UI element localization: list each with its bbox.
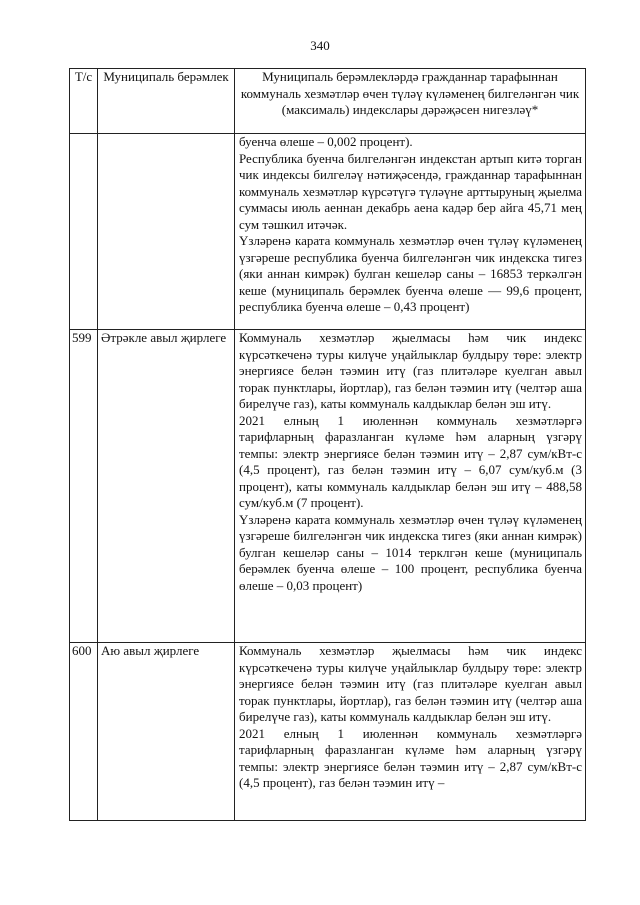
row-description [235, 134, 586, 330]
justification-table [69, 68, 586, 821]
row-description [235, 330, 586, 643]
description-paragraph: буенча өлеше – 0,002 процент). [239, 134, 413, 149]
row-number: 600 [70, 643, 98, 821]
header-description: Муниципаль берәмлекләрдә гражданнар тарафыннан коммуналь хезмәтләр өчен түләү күләменең билгеләнгән чик (максималь) индекслары дәрәҗәсен нигезләү* [235, 69, 586, 134]
header-municipality: Муниципаль берәмлек [98, 69, 235, 134]
row-number: 599 [70, 330, 98, 643]
header-number: Т/с [70, 69, 98, 134]
row-number [70, 134, 98, 330]
description-paragraph: Коммуналь хезмәтләр җыелмасы һәм чик индекс күрсәткеченә туры килүче уңайлыклар булдыру төре: электр энергиясе белән тәэмин итү (газ плитәләре куелган авыл торак пунктлары, йортлар), газ белән тәэмин итү (чeлтәр аша бирелүче газ), каты коммуналь калдыклар белән эш итү. [239, 330, 582, 411]
municipality-name: Әтрәкле авыл җирлеге [98, 330, 235, 643]
municipality-name [98, 134, 235, 330]
municipality-name: Аю авыл җирлеге [98, 643, 235, 821]
description-paragraph: Үзләренә карата коммуналь хезмәтләр өчен түләү күләменең үзгәреше республика буенча билгеләнгән чик индекска тигез (яки аннан кимрәк) булган кешеләр саны – 16853 теркәлгән кеше (муниципаль берәмлек буенча өлеше — 99,6 процент, республика буенча өлеше – 0,43 процент) [239, 233, 582, 314]
table-row [70, 330, 586, 643]
description-paragraph: 2021 елның 1 июленнән коммуналь хезмәтләргә тарифларның фаразланган күләме һәм аларның үзгәрү темпы: электр энергиясе белән тәэмин итү – 2,87 сум/кВт-с (4,5 процент), газ белән тәэмин итү – [239, 725, 582, 790]
description-paragraph: Республика буенча билгеләнгән индекстан артып китә торган чик индексы билгеләү нәтиҗәсендә, гражданнар тарафыннан коммуналь хезмәтләр күрсәтүгә түләүне арттыруның җыелма суммасы июль аеннан декабрь аена кадәр бер айга 45,71 мең сум тәшкил итәчәк. [239, 150, 582, 232]
page-number: 340 [310, 38, 330, 53]
table-row [70, 643, 586, 821]
table-row [70, 134, 586, 330]
table-header-row [70, 69, 586, 134]
description-paragraph: Үзләренә карата коммуналь хезмәтләр өчен түләү күләменең үзгәреше билгеләнгән чик индекска тигез (яки аннан кимрәк) булган кешеләр саны – 1014 терклгән кеше (муниципаль берәмлек буенча өлеше – 100 процент, республика буенча өлеше – 0,03 процент) [239, 511, 582, 593]
row-description [235, 643, 586, 821]
description-paragraph: Коммуналь хезмәтләр җыелмасы һәм чик индекс күрсәткеченә туры килүче уңайлыклар булдыру төре: электр энергиясе белән тәэмин итү (газ плитәләре куелган авыл торак пунктлары, йортлар), газ белән тәэмин итү (челтәр аша бирелүче газ), каты коммуналь калдыклар белән эш итү. [239, 643, 582, 724]
description-paragraph: 2021 елның 1 июленнән коммуналь хезмәтләргә тарифларның фаразланган күләме һәм аларның үзгәрү темпы: электр энергиясе белән тәэмин итү – 2,87 сум/кВт-с (4,5 процент), газ белән тәэмин итү – 6,07 сум/куб.м (3 процент), каты коммуналь калдыклар белән эш итү – 488,58 сум/куб.м (7 процент). [239, 412, 582, 510]
